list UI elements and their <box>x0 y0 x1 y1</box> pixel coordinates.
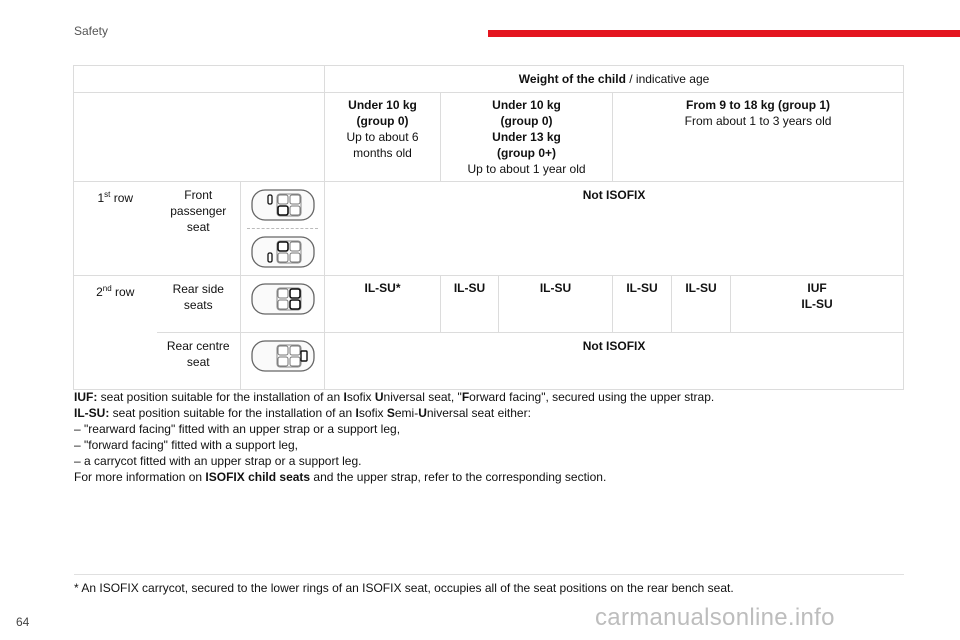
footnote-divider <box>74 574 904 575</box>
seat-rear-centre: Rear centre seat <box>157 333 241 390</box>
watermark: carmanualsonline.info <box>595 604 835 631</box>
seat-rear-side: Rear side seats <box>157 276 241 333</box>
section-title: Safety <box>74 24 109 38</box>
centre-seat-value: Not ISOFIX <box>325 333 904 390</box>
legend-iuf <box>74 389 904 405</box>
legend-text: niversal seat, " <box>383 390 462 404</box>
row-label-second <box>74 276 157 390</box>
weight-header-row <box>74 66 904 93</box>
legend-letter: S <box>386 406 395 420</box>
second-row-side <box>74 276 904 333</box>
isofix-table <box>73 65 904 390</box>
side-value-1: IL-SU* <box>325 276 441 333</box>
legend-text: seat position suitable for the installation of an <box>97 390 344 404</box>
legend-text: seat position suitable for the installation of an <box>109 406 356 420</box>
legend-iuf-label: IUF: <box>74 390 98 404</box>
legend-letter: U <box>374 390 384 404</box>
more-info-text: For more information on <box>74 470 206 484</box>
row-number: 2 <box>96 285 103 299</box>
legend-text: sofix <box>346 390 375 404</box>
row-word: row <box>110 191 134 205</box>
front-seat-value: Not ISOFIX <box>325 182 904 276</box>
group-0plus-age: Up to about 1 year old <box>467 162 586 176</box>
legend-item: – "rearward facing" fitted with an upper strap or a support leg, <box>74 422 401 436</box>
group-0plus-name-2: (group 0+) <box>497 146 557 160</box>
group-1-age: From about 1 to 3 years old <box>684 114 832 128</box>
row-suffix: nd <box>102 284 112 293</box>
diagram-divider <box>247 228 318 229</box>
weight-header-cell <box>325 66 904 93</box>
legend <box>74 389 904 485</box>
weight-header-bold: Weight of the child <box>518 72 626 86</box>
group-0-name: (group 0) <box>356 114 409 128</box>
header-accent-bar <box>488 30 960 37</box>
car-top-view-icon <box>251 339 315 373</box>
group-0plus-weight-2: Under 13 kg <box>492 130 561 144</box>
seat-front-passenger: Front passenger seat <box>157 182 241 276</box>
car-top-view-icon <box>251 282 315 316</box>
group-header-row <box>74 93 904 182</box>
group-0plus-weight: Under 10 kg <box>492 98 561 112</box>
car-top-view-icon <box>251 188 315 222</box>
weight-header-rest: / indicative age <box>625 72 710 86</box>
legend-text: orward facing", secured using the upper strap. <box>469 390 715 404</box>
blank-header-cell <box>74 66 325 93</box>
legend-item: – "forward facing" fitted with a support leg, <box>74 438 298 452</box>
side-value-4: IL-SU <box>613 276 672 333</box>
group-0-cell <box>325 93 441 182</box>
legend-letter: I <box>355 406 359 420</box>
page-number: 64 <box>16 615 30 629</box>
rear-centre-diagram <box>241 333 325 390</box>
group-0plus-name: (group 0) <box>500 114 553 128</box>
side-value-group-1 <box>731 276 904 333</box>
side-value-iuf: IUF <box>807 281 827 295</box>
legend-text: sofix <box>358 406 387 420</box>
more-info <box>74 469 904 485</box>
group-0-weight: Under 10 kg <box>348 98 417 112</box>
row-word: row <box>111 285 135 299</box>
more-info-link-text: ISOFIX child seats <box>205 470 311 484</box>
side-value-3: IL-SU <box>499 276 613 333</box>
group-0plus-cell <box>441 93 613 182</box>
legend-text: niversal seat either: <box>426 406 531 420</box>
group-1-cell <box>613 93 904 182</box>
legend-letter: I <box>343 390 347 404</box>
group-0-age: Up to about 6 <box>346 130 419 144</box>
front-seat-diagram <box>241 182 325 276</box>
side-value-5: IL-SU <box>672 276 731 333</box>
car-top-view-icon <box>251 235 315 269</box>
legend-text: emi- <box>394 406 419 420</box>
rear-side-diagram <box>241 276 325 333</box>
row-suffix: st <box>104 190 111 199</box>
footnote: * An ISOFIX carrycot, secured to the lower rings of an ISOFIX seat, occupies all of the seat positions on the rear bench seat. <box>74 581 734 595</box>
legend-item: – a carrycot fitted with an upper strap or a support leg. <box>74 454 362 468</box>
first-row <box>74 182 904 276</box>
legend-letter: F <box>461 390 470 404</box>
group-1-weight: From 9 to 18 kg (group 1) <box>686 98 831 112</box>
side-value-2: IL-SU <box>441 276 499 333</box>
second-row-centre <box>74 333 904 390</box>
legend-ilsu <box>74 405 904 421</box>
side-value-ilsu: IL-SU <box>801 297 833 311</box>
more-info-text: and the upper strap, refer to the corresponding section. <box>310 470 607 484</box>
group-0-age-2: months old <box>353 146 412 160</box>
row-number: 1 <box>97 191 105 205</box>
blank-header-cell-2 <box>74 93 325 182</box>
row-label-first <box>74 182 157 276</box>
legend-ilsu-label: IL-SU: <box>74 406 110 420</box>
legend-letter: U <box>418 406 427 420</box>
